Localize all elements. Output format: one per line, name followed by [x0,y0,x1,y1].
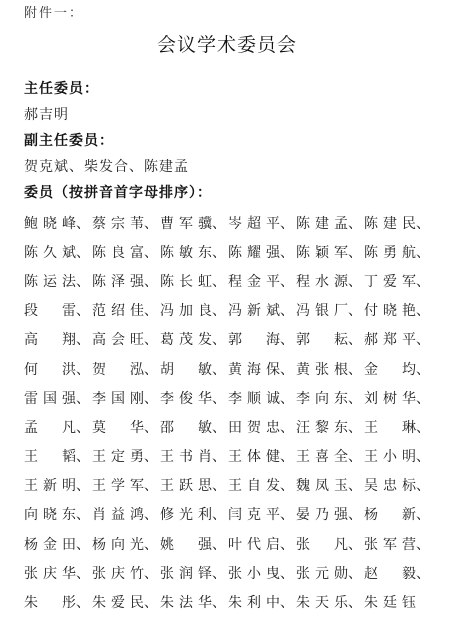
member-name: 闫克平 [228,507,280,524]
member-name: 魏凤玉 [296,478,348,495]
list-separator: 、 [280,215,294,232]
list-separator: 、 [212,332,226,349]
member-name: 陈耀强 [228,244,280,261]
member-entry [24,359,92,379]
member-name: 杨新 [364,507,416,524]
member-entry [364,446,432,466]
member-name: 王小明 [364,449,416,466]
list-separator: 、 [416,273,430,290]
member-entry [160,417,228,437]
member-row [24,529,454,558]
member-entry [228,300,296,320]
member-name: 李向东 [296,390,348,407]
member-entry [228,563,296,583]
member-name: 张庆华 [24,565,76,582]
list-separator: 、 [76,332,90,349]
member-row [24,208,454,237]
member-name: 黄海保 [228,361,280,378]
list-separator: 、 [144,361,158,378]
member-name: 刘树华 [364,390,416,407]
member-entry [160,300,228,320]
list-separator: 、 [144,478,158,495]
member-name: 陈建孟 [296,215,348,232]
member-entry [228,242,296,262]
member-name: 范绍佳 [92,303,144,320]
vice-chair-names: 贺克斌、柴发合、陈建孟 [24,159,189,175]
member-name: 陈运法 [24,273,76,290]
member-name: 陈勇航 [364,244,416,261]
member-entry [296,329,364,349]
member-row [24,237,454,266]
member-name: 朱廷钰 [364,595,416,612]
member-entry [296,388,364,408]
vice-chair-heading: 副主任委员： [24,133,114,149]
member-name: 胡敏 [160,361,212,378]
member-entry [296,359,364,379]
member-entry [228,534,296,554]
member-name: 杨金田 [24,536,76,553]
list-separator: 、 [348,332,362,349]
member-entry [364,592,432,612]
member-name: 冯加良 [160,303,212,320]
member-name: 赵毅 [364,565,416,582]
member-entry [24,563,92,583]
list-separator: 、 [416,361,430,378]
list-separator: 、 [212,565,226,582]
list-separator: 、 [212,507,226,524]
list-separator: 、 [280,303,294,320]
member-entry [92,475,160,495]
member-entry [92,271,160,291]
member-name: 杨向光 [92,536,144,553]
member-entry [92,242,160,262]
member-entry [160,329,228,349]
list-separator: 、 [76,478,90,495]
member-entry [296,271,364,291]
member-entry [228,271,296,291]
member-name: 郝郑平 [364,332,416,349]
list-separator: 、 [348,419,362,436]
member-entry [160,534,228,554]
member-entry [296,417,364,437]
member-entry [228,475,296,495]
list-separator: 、 [144,449,158,466]
member-entry [160,563,228,583]
member-entry [24,534,92,554]
member-entry [24,475,92,495]
member-entry [92,446,160,466]
member-entry [364,300,432,320]
member-entry [296,534,364,554]
list-separator: 、 [416,390,430,407]
member-entry [364,213,432,233]
list-separator: 、 [144,565,158,582]
list-separator: 、 [416,303,430,320]
list-separator: 、 [76,449,90,466]
member-entry [364,417,432,437]
member-name: 汪黎东 [296,419,348,436]
member-entry [24,213,92,233]
list-separator: 、 [76,595,90,612]
list-separator: 、 [280,419,294,436]
list-separator: 、 [280,332,294,349]
list-separator: 、 [144,332,158,349]
member-name: 鲍晓峰 [24,215,76,232]
member-entry [92,213,160,233]
list-separator: 、 [212,390,226,407]
list-separator: 、 [348,303,362,320]
member-name: 王新明 [24,478,76,495]
list-separator: 、 [416,507,430,524]
member-entry [228,359,296,379]
member-entry [364,242,432,262]
list-separator: 、 [76,273,90,290]
list-separator: 、 [348,390,362,407]
member-row [24,471,454,500]
member-name: 葛茂发 [160,332,212,349]
list-separator: 、 [76,361,90,378]
member-name: 高翔 [24,332,76,349]
member-name: 叶代启 [228,536,280,553]
member-entry [24,271,92,291]
list-separator: 、 [280,478,294,495]
member-name: 陈敏东 [160,244,212,261]
document-title: 会议学术委员会 [156,34,297,56]
member-entry [92,329,160,349]
list-separator: 、 [416,332,430,349]
member-row [24,442,454,471]
member-name: 黄张根 [296,361,348,378]
member-entry [92,359,160,379]
member-name: 张小曳 [228,565,280,582]
member-entry [228,504,296,524]
member-name: 丁爱军 [364,273,416,290]
list-separator: 、 [348,595,362,612]
member-name: 陈颖军 [296,244,348,261]
list-separator: 、 [280,507,294,524]
member-name: 付晓艳 [364,303,416,320]
member-name: 蔡宗苇 [92,215,144,232]
list-separator: 、 [348,449,362,466]
list-separator: 、 [416,565,430,582]
list-separator: 、 [144,595,158,612]
list-separator: 、 [76,565,90,582]
member-name: 郭海 [228,332,280,349]
list-separator: 、 [280,536,294,553]
list-separator: 、 [144,507,158,524]
member-row [24,325,454,354]
member-name: 王书肖 [160,449,212,466]
member-entry [364,534,432,554]
list-separator: 、 [76,536,90,553]
member-entry [24,504,92,524]
member-name: 段雷 [24,303,76,320]
list-separator: 、 [212,536,226,553]
list-separator: 、 [76,244,90,261]
list-separator: 、 [416,478,430,495]
member-entry [160,388,228,408]
member-name: 曹军骥 [160,215,212,232]
member-name: 朱爱民 [92,595,144,612]
member-name: 晏乃强 [296,507,348,524]
member-name: 朱法华 [160,595,212,612]
member-name: 张润铎 [160,565,212,582]
list-separator: 、 [212,273,226,290]
member-name: 莫华 [92,419,144,436]
list-separator: 、 [348,361,362,378]
list-separator: 、 [280,595,294,612]
member-entry [160,359,228,379]
member-name: 雷国强 [24,390,76,407]
list-separator: 、 [212,215,226,232]
list-separator: 、 [144,244,158,261]
member-entry [228,329,296,349]
member-entry [24,329,92,349]
member-name: 陈久斌 [24,244,76,261]
member-entry [24,446,92,466]
list-separator: 、 [280,449,294,466]
member-entry [296,446,364,466]
member-entry [296,475,364,495]
member-name: 王琳 [364,419,416,436]
list-separator: 、 [212,478,226,495]
member-row [24,266,454,295]
member-name: 朱天乐 [296,595,348,612]
member-name: 陈泽强 [92,273,144,290]
member-entry [228,592,296,612]
list-separator: 、 [416,215,430,232]
member-name: 肖益鸿 [92,507,144,524]
list-separator: 、 [416,449,430,466]
list-separator: 、 [76,390,90,407]
member-entry [160,446,228,466]
list-separator: 、 [212,361,226,378]
member-entry [296,242,364,262]
member-name: 张元勋 [296,565,348,582]
member-entry [364,271,432,291]
member-row [24,354,454,383]
member-entry [92,300,160,320]
member-name: 王自发 [228,478,280,495]
list-separator: 、 [348,244,362,261]
member-entry [228,446,296,466]
member-name: 王体健 [228,449,280,466]
member-name: 陈良富 [92,244,144,261]
member-entry [228,388,296,408]
member-entry [160,475,228,495]
list-separator: 、 [212,449,226,466]
member-name: 郭耘 [296,332,348,349]
member-name: 贺泓 [92,361,144,378]
list-separator: 、 [212,244,226,261]
member-entry [228,417,296,437]
member-entry [92,388,160,408]
member-name: 向晓东 [24,507,76,524]
list-separator: 、 [416,536,430,553]
member-name: 陈建民 [364,215,416,232]
member-name: 修光利 [160,507,212,524]
member-name: 高会旺 [92,332,144,349]
member-row [24,412,454,441]
member-entry [296,213,364,233]
member-name: 王定勇 [92,449,144,466]
member-name: 王学军 [92,478,144,495]
member-entry [160,592,228,612]
list-separator: 、 [280,390,294,407]
member-name: 田贺忠 [228,419,280,436]
member-row [24,587,454,616]
member-row [24,383,454,412]
list-separator: 、 [416,244,430,261]
list-separator: 、 [76,507,90,524]
member-name: 王喜全 [296,449,348,466]
list-separator: 、 [416,419,430,436]
member-entry [160,242,228,262]
member-entry [160,213,228,233]
member-name: 朱彤 [24,595,76,612]
list-separator: 、 [280,565,294,582]
member-row [24,296,454,325]
member-name: 姚强 [160,536,212,553]
member-entry [92,504,160,524]
member-name: 何洪 [24,361,76,378]
member-name: 张凡 [296,536,348,553]
member-row [24,558,454,587]
member-entry [228,213,296,233]
member-entry [364,359,432,379]
list-separator: 、 [76,303,90,320]
member-entry [364,388,432,408]
list-separator: 、 [212,303,226,320]
list-separator: 、 [280,273,294,290]
member-name: 王韬 [24,449,76,466]
member-entry [24,388,92,408]
member-name: 程水源 [296,273,348,290]
member-name: 朱利中 [228,595,280,612]
member-name: 程金平 [228,273,280,290]
list-separator: 、 [144,536,158,553]
list-separator: 、 [144,419,158,436]
member-name: 吴忠标 [364,478,416,495]
member-name: 孟凡 [24,419,76,436]
member-name: 邵敏 [160,419,212,436]
member-name: 张庆竹 [92,565,144,582]
list-separator: 、 [144,273,158,290]
member-name: 陈长虹 [160,273,212,290]
member-entry [364,504,432,524]
member-name: 王跃思 [160,478,212,495]
list-separator: 、 [348,273,362,290]
member-entry [160,271,228,291]
list-separator: 、 [212,595,226,612]
member-name: 冯银厂 [296,303,348,320]
list-separator: 、 [280,361,294,378]
member-entry [364,563,432,583]
member-name: 李顺诚 [228,390,280,407]
list-separator: 、 [76,215,90,232]
list-separator: 、 [280,244,294,261]
member-name: 岑超平 [228,215,280,232]
member-entry [92,417,160,437]
member-entry [296,504,364,524]
member-entry [160,504,228,524]
list-separator: 、 [348,478,362,495]
member-entry [364,329,432,349]
member-entry [24,592,92,612]
list-separator: 、 [212,419,226,436]
list-separator: 、 [144,303,158,320]
member-name: 金均 [364,361,416,378]
member-entry [24,417,92,437]
list-separator: 、 [144,215,158,232]
member-entry [92,592,160,612]
list-separator: 、 [76,419,90,436]
list-separator: 、 [348,565,362,582]
member-name: 冯新斌 [228,303,280,320]
list-separator: 、 [348,215,362,232]
member-entry [296,592,364,612]
chair-name: 郝吉明 [24,107,69,123]
list-separator: 、 [348,507,362,524]
member-entry [296,563,364,583]
member-row [24,500,454,529]
member-name: 张军营 [364,536,416,553]
member-entry [24,300,92,320]
members-heading: 委员（按拼音首字母排序）： [24,185,212,201]
chair-heading: 主任委员： [24,81,99,97]
members-list [24,208,454,617]
member-entry [92,563,160,583]
list-separator: 、 [144,390,158,407]
member-name: 李国刚 [92,390,144,407]
member-entry [296,300,364,320]
list-separator: 、 [348,536,362,553]
member-entry [24,242,92,262]
member-entry [92,534,160,554]
member-name: 李俊华 [160,390,212,407]
attachment-label: 附件一： [24,6,85,21]
member-entry [364,475,432,495]
